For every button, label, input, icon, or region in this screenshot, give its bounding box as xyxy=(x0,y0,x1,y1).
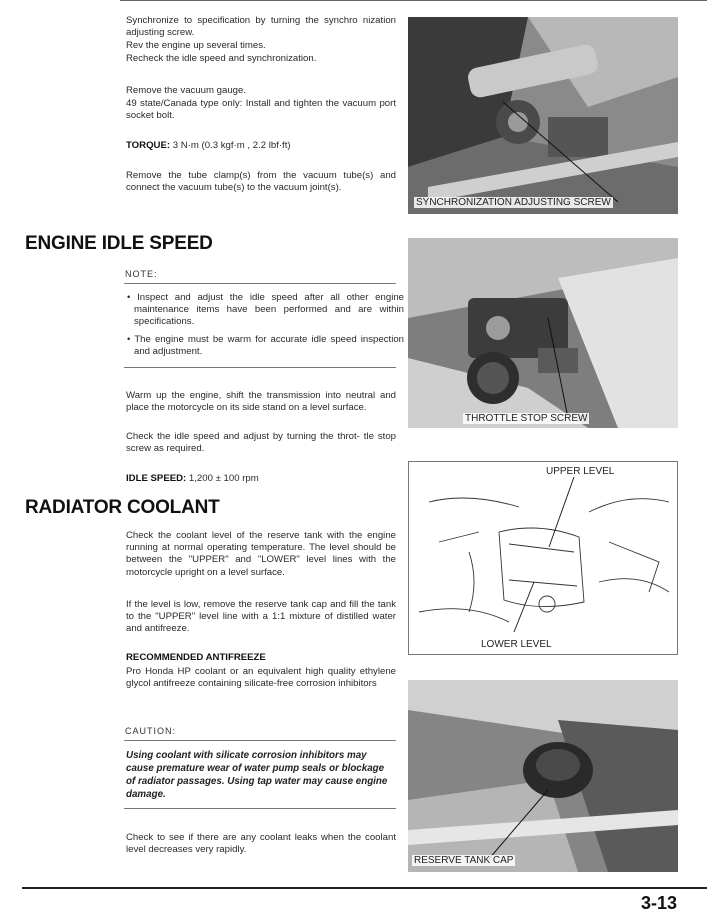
sync-instruction-4: Remove the vacuum gauge. xyxy=(126,85,246,96)
photo-synchronization-screw xyxy=(408,17,678,214)
antifreeze-text: Pro Honda HP coolant or an equivalent high quality ethylene glycol antifreeze containing silicate-free corrosion inhibitors xyxy=(126,666,396,690)
diagram-reserve-tank-levels xyxy=(408,461,678,655)
photo-throttle-stop-screw xyxy=(408,238,678,428)
torque-spec xyxy=(126,140,396,152)
photo-reserve-tank-cap xyxy=(408,680,678,872)
idle-speed-spec xyxy=(126,473,396,485)
sync-instruction-3: Recheck the idle speed and synchronization. xyxy=(126,53,317,64)
note-bullet-2: • The engine must be warm for accurate idle speed inspection and adjustment. xyxy=(127,334,404,358)
caution-label: CAUTION: xyxy=(125,726,177,736)
sync-instruction-6: Remove the tube clamp(s) from the vacuum tube(s) and connect the vacuum tube(s) to the vacuum joint(s). xyxy=(126,170,396,194)
idle-instruction-1: Warm up the engine, shift the transmission into neutral and place the motorcycle on its side stand on a level surface. xyxy=(126,390,396,414)
antifreeze-label: RECOMMENDED ANTIFREEZE xyxy=(126,652,266,663)
caption-throttle-stop-screw: THROTTLE STOP SCREW xyxy=(465,413,588,424)
heading-radiator-coolant: RADIATOR COOLANT xyxy=(25,497,220,518)
note-bottom-rule xyxy=(124,367,396,368)
caption-reserve-tank-cap: RESERVE TANK CAP xyxy=(414,855,514,866)
sync-instruction-2: Rev the engine up several times. xyxy=(126,40,266,51)
idle-speed-value: 1,200 ± 100 rpm xyxy=(188,473,259,484)
label-upper-level: UPPER LEVEL xyxy=(546,466,615,477)
caution-text: Using coolant with silicate corrosion inhibitors may cause premature wear of water pump seals or blockage of radiator passages. Using tap water may cause engine damage. xyxy=(126,750,388,800)
torque-value: 3 N·m (0.3 kgf·m , 2.2 lbf·ft) xyxy=(172,140,291,151)
coolant-instruction-2: If the level is low, remove the reserve tank cap and fill the tank to the "UPPER" level line with a 1:1 mixture of distilled water and antifreeze. xyxy=(126,599,396,635)
coolant-instruction-1: Check the coolant level of the reserve tank with the engine running at normal operating temperature. The level should be between the "UPPER" and "LOWER" level lines with the motorcycle upright on a level surface. xyxy=(126,530,396,578)
caption-sync-screw: SYNCHRONIZATION ADJUSTING SCREW xyxy=(416,197,611,208)
sync-instruction-5: 49 state/Canada type only: Install and tighten the vacuum port socket bolt. xyxy=(126,98,396,122)
coolant-instruction-3: Check to see if there are any coolant leaks when the coolant level decreases very rapidly. xyxy=(126,832,396,856)
page-number: 3-13 xyxy=(640,893,677,913)
label-lower-level: LOWER LEVEL xyxy=(481,639,552,650)
note-top-rule xyxy=(124,283,396,284)
note-bullet-1: • Inspect and adjust the idle speed after all other engine maintenance items have been performed and are within specifications. xyxy=(127,292,404,328)
idle-instruction-2: Check the idle speed and adjust by turning the throt- tle stop screw as required. xyxy=(126,431,396,455)
torque-label: TORQUE: xyxy=(126,140,171,151)
bottom-rule xyxy=(22,887,707,889)
heading-engine-idle-speed: ENGINE IDLE SPEED xyxy=(25,233,213,254)
top-rule xyxy=(120,0,707,1)
idle-speed-label: IDLE SPEED: xyxy=(126,473,187,484)
sync-instruction-1: Synchronize to specification by turning the synchro nization adjusting screw. xyxy=(126,15,396,39)
caution-bottom-rule xyxy=(124,808,396,809)
note-label: NOTE: xyxy=(125,269,158,279)
caution-top-rule xyxy=(124,740,396,741)
